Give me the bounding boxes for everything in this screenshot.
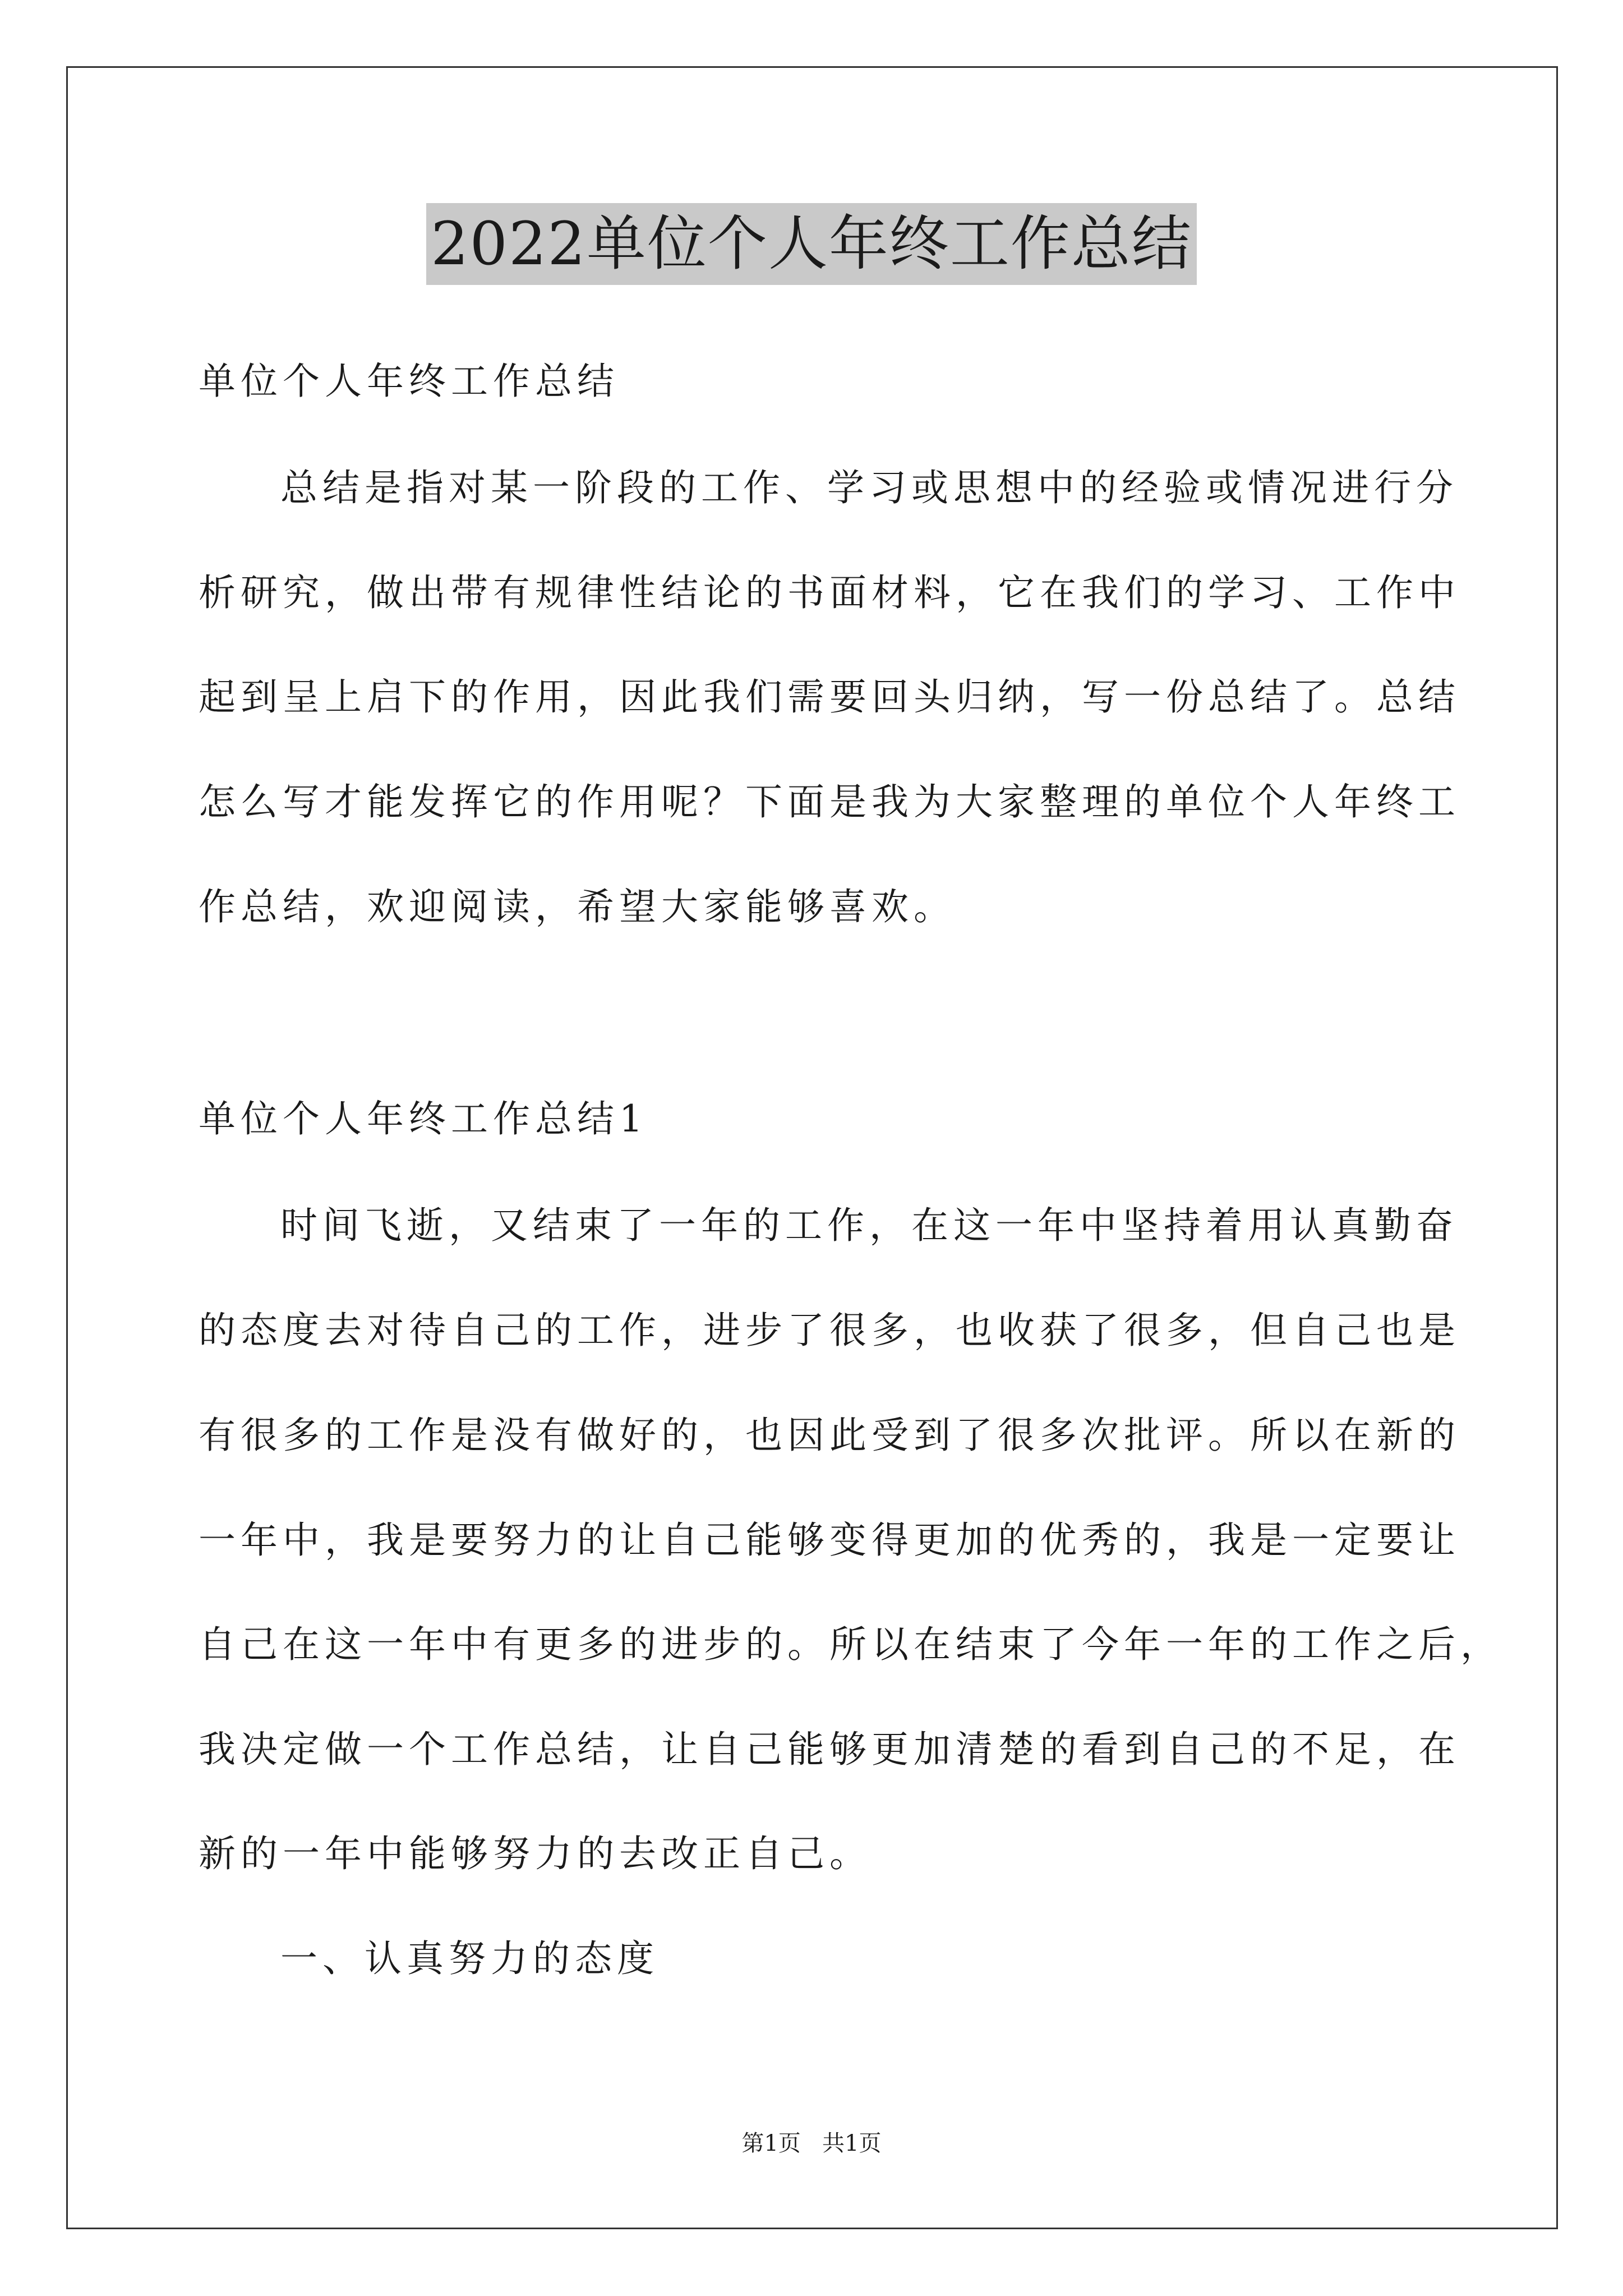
title-block	[0, 203, 1623, 285]
document-subtitle: 单位个人年终工作总结	[199, 360, 619, 403]
intro-line: 作总结，欢迎阅读，希望大家能够喜欢。	[199, 885, 956, 928]
body-line: 自己在这一年中有更多的进步的。所以在结束了今年一年的工作之后，	[199, 1623, 1502, 1666]
section-subheading: 一、认真努力的态度	[280, 1937, 659, 1980]
body-line: 我决定做一个工作总结，让自己能够更加清楚的看到自己的不足，在	[199, 1728, 1460, 1771]
intro-line: 起到呈上启下的作用，因此我们需要回头归纳，写一份总结了。总结	[199, 675, 1460, 719]
page-footer: 第1页 共1页	[741, 2131, 882, 2156]
intro-line: 总结是指对某一阶段的工作、学习或思想中的经验或情况进行分	[280, 466, 1458, 509]
body-line: 的态度去对待自己的工作，进步了很多，也收获了很多，但自己也是	[199, 1309, 1460, 1352]
intro-line: 析研究，做出带有规律性结论的书面材料，它在我们的学习、工作中	[199, 571, 1460, 614]
section-heading: 单位个人年终工作总结1	[199, 1097, 648, 1140]
intro-line: 怎么写才能发挥它的作用呢？下面是我为大家整理的单位个人年终工	[199, 780, 1460, 823]
body-line: 新的一年中能够努力的去改正自己。	[199, 1832, 872, 1875]
body-line: 一年中，我是要努力的让自己能够变得更加的优秀的，我是一定要让	[199, 1519, 1460, 1562]
document-title: 2022单位个人年终工作总结	[426, 203, 1197, 285]
body-line: 有很多的工作是没有做好的，也因此受到了很多次批评。所以在新的	[199, 1414, 1460, 1457]
body-line: 时间飞逝，又结束了一年的工作，在这一年中坚持着用认真勤奋	[280, 1204, 1458, 1247]
